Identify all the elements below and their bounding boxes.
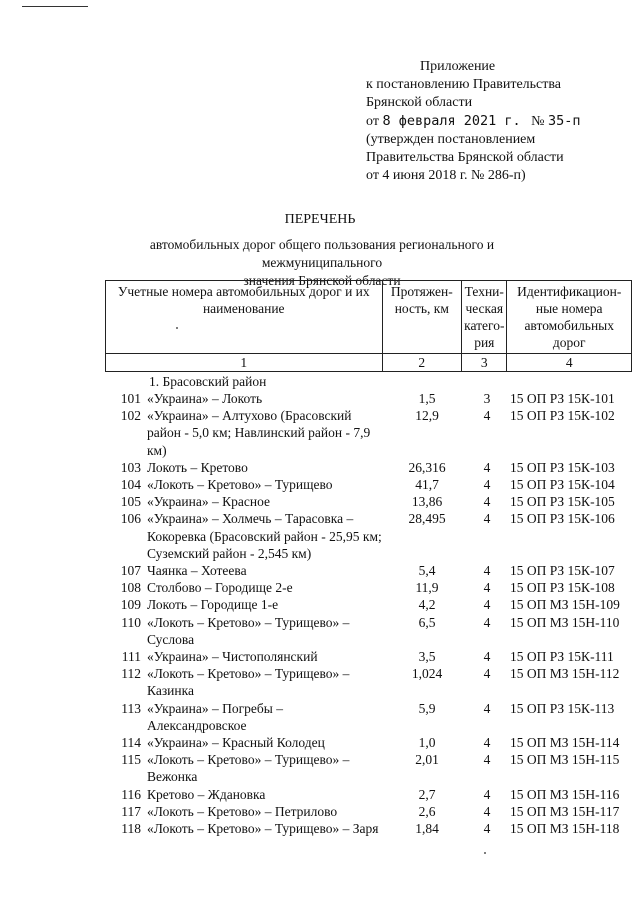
- road-name-line: «Украина» – Красный Колодец: [147, 735, 325, 751]
- table-row: [105, 596, 632, 613]
- table-row: [105, 751, 632, 785]
- road-length: 28,495: [408, 511, 446, 527]
- header-col-name: Учетные номера автомобильных дорог и их наименование: [106, 281, 383, 354]
- road-name-line: «Украина» – Погребы –: [147, 700, 283, 716]
- road-name-line: район - 5,0 км; Навлинский район - 7,9: [147, 425, 371, 441]
- number-label: №: [531, 114, 545, 129]
- table-row: [105, 390, 632, 407]
- road-id: 15 ОП РЗ 15К-107: [510, 563, 615, 579]
- table-row: [105, 562, 632, 579]
- road-number: 117: [121, 803, 141, 819]
- appendix-date-line: [366, 112, 636, 131]
- appendix-line: от 4 июня 2018 г. № 286-п): [366, 168, 526, 183]
- road-length: 1,84: [415, 821, 439, 837]
- road-number: 118: [121, 821, 141, 837]
- road-name-line: «Украина» – Красное: [147, 494, 270, 510]
- road-id: 15 ОП МЗ 15Н-116: [510, 786, 620, 802]
- road-length: 41,7: [415, 477, 439, 493]
- road-name: [145, 510, 387, 562]
- table-row: [105, 665, 632, 699]
- road-length: 6,5: [418, 614, 436, 630]
- header-col-id: Идентификацион- ные номера автомобильных дорог: [507, 281, 632, 354]
- road-name: [145, 665, 387, 699]
- road-name: [145, 390, 387, 407]
- table-row: [105, 579, 632, 596]
- road-number: 107: [120, 563, 141, 579]
- road-length: 3,5: [418, 649, 436, 665]
- road-name-line: «Локоть – Кретово» – Турищево» –: [147, 614, 350, 630]
- road-name: [145, 614, 387, 648]
- road-category: 4: [483, 786, 491, 802]
- road-length: 1,5: [418, 391, 436, 406]
- district-heading: 1. Брасовский район: [149, 374, 267, 389]
- appendix-line: Правительства Брянской области: [366, 150, 564, 165]
- roads-table-header: [105, 280, 632, 372]
- table-row: [105, 700, 632, 734]
- handwritten-date: 8 февраля 2021 г.: [382, 113, 521, 129]
- road-number: 112: [121, 666, 141, 682]
- table-row: [105, 407, 632, 459]
- road-name: [145, 820, 387, 837]
- top-rule: [22, 6, 88, 7]
- road-id: 15 ОП РЗ 15К-106: [510, 511, 615, 527]
- table-row: [105, 820, 632, 837]
- road-category: 4: [483, 649, 491, 665]
- road-length: 26,316: [408, 459, 446, 475]
- scan-speck: [484, 852, 486, 854]
- header-col-length: Протяжен- ность, км: [382, 281, 462, 354]
- road-name: [145, 751, 387, 785]
- road-category: 4: [483, 580, 491, 596]
- road-id: 15 ОП РЗ 15К-101: [510, 391, 615, 406]
- road-id: 15 ОП РЗ 15К-111: [510, 649, 614, 665]
- road-name: [145, 459, 387, 476]
- road-name-line: Локоть – Кретово: [147, 459, 248, 475]
- road-name: [145, 803, 387, 820]
- road-name-line: Александровское: [147, 717, 247, 733]
- table-row: [105, 614, 632, 648]
- road-id: 15 ОП РЗ 15К-104: [510, 477, 615, 493]
- document-title: ПЕРЕЧЕНЬ: [284, 212, 356, 227]
- column-number-row: [106, 354, 632, 372]
- road-name-line: «Локоть – Кретово» – Турищево» –: [147, 752, 350, 768]
- road-length: 11,9: [415, 580, 439, 596]
- road-name-line: Суземский район - 2,545 км): [147, 545, 312, 561]
- road-number: 111: [121, 649, 141, 665]
- road-id: 15 ОП МЗ 15Н-117: [510, 803, 620, 819]
- road-length: 5,9: [418, 700, 436, 716]
- road-length: 4,2: [418, 597, 436, 613]
- table-row: [105, 493, 632, 510]
- road-number: 106: [120, 511, 141, 527]
- road-name: [145, 648, 387, 665]
- column-number: 2: [382, 354, 462, 372]
- appendix-line: (утвержден постановлением: [366, 132, 536, 147]
- road-id: 15 ОП МЗ 15Н-118: [510, 821, 620, 837]
- date-prefix: от: [366, 114, 379, 129]
- road-name: [145, 476, 387, 493]
- road-category: 4: [483, 803, 491, 819]
- appendix-line: Брянской области: [366, 95, 473, 110]
- road-name-line: «Украина» – Алтухово (Брасовский: [147, 408, 352, 424]
- road-length: 5,4: [418, 563, 436, 579]
- road-name-line: «Локоть – Кретово» – Турищево» – Заря: [147, 821, 379, 837]
- road-name-line: Локоть – Городище 1-е: [147, 597, 279, 613]
- header-col-category: Техни- ческая катего- рия: [462, 281, 507, 354]
- table-row: [105, 648, 632, 665]
- road-id: 15 ОП МЗ 15Н-110: [510, 614, 620, 630]
- road-id: 15 ОП МЗ 15Н-115: [510, 752, 620, 768]
- road-name-line: «Локоть – Кретово» – Петрилово: [147, 803, 338, 819]
- road-number: 116: [121, 786, 141, 802]
- road-category: 4: [483, 477, 491, 493]
- road-name-line: Кретово – Ждановка: [147, 786, 266, 802]
- road-number: 115: [121, 752, 141, 768]
- road-name-line: Чаянка – Хотеева: [147, 563, 247, 579]
- road-name: [145, 407, 387, 459]
- road-length: 2,6: [418, 803, 436, 819]
- road-name-line: Столбово – Городище 2-е: [147, 580, 293, 596]
- road-number: 102: [120, 408, 141, 424]
- road-number: 113: [121, 700, 141, 716]
- table-row: [105, 476, 632, 493]
- road-category: 4: [483, 666, 491, 682]
- road-id: 15 ОП РЗ 15К-103: [510, 459, 615, 475]
- road-id: 15 ОП МЗ 15Н-114: [510, 735, 620, 751]
- handwritten-number: 35-п: [547, 113, 581, 129]
- table-row: [105, 459, 632, 476]
- road-category: 4: [483, 752, 491, 768]
- road-length: 1,0: [418, 735, 436, 751]
- road-category: 4: [483, 563, 491, 579]
- road-category: 4: [483, 511, 491, 527]
- column-number: 4: [507, 354, 632, 372]
- subtitle-line: автомобильных дорог общего пользования регионального и межмуниципального: [149, 237, 495, 270]
- scan-speck: [176, 327, 178, 329]
- header-row: [106, 281, 632, 354]
- road-id: 15 ОП РЗ 15К-102: [510, 408, 615, 424]
- table-row: [105, 803, 632, 820]
- road-name: [145, 493, 387, 510]
- road-length: 1,024: [411, 666, 443, 682]
- road-category: 4: [483, 700, 491, 716]
- road-category: 4: [483, 494, 491, 510]
- road-length: 2,01: [415, 752, 439, 768]
- road-name-line: «Локоть – Кретово» – Турищево: [147, 477, 333, 493]
- road-name-line: Суслова: [147, 631, 195, 647]
- road-name-line: «Локоть – Кретово» – Турищево» –: [147, 666, 350, 682]
- road-number: 109: [120, 597, 141, 613]
- road-name-line: Вежонка: [147, 769, 198, 785]
- appendix-block: [366, 58, 636, 185]
- road-number: 110: [121, 614, 141, 630]
- road-number: 104: [120, 477, 141, 493]
- road-category: 4: [483, 459, 491, 475]
- road-name-line: Кокоревка (Брасовский район - 25,95 км;: [147, 528, 382, 544]
- road-name: [145, 596, 387, 613]
- road-number: 103: [120, 459, 141, 475]
- road-category: 4: [483, 821, 491, 837]
- road-name: [145, 786, 387, 803]
- road-category: 4: [483, 735, 491, 751]
- road-name-line: «Украина» – Чистополянский: [147, 649, 318, 665]
- table-row: [105, 786, 632, 803]
- subtitle-line: значения Брянской области: [243, 273, 401, 288]
- road-id: 15 ОП МЗ 15Н-109: [510, 597, 620, 613]
- road-name-line: «Украина» – Холмечь – Тарасовка –: [147, 511, 354, 527]
- road-category: 3: [483, 391, 491, 406]
- column-number: 3: [462, 354, 507, 372]
- road-number: 108: [120, 580, 141, 596]
- road-category: 4: [483, 408, 491, 424]
- road-id: 15 ОП МЗ 15Н-112: [510, 666, 620, 682]
- road-length: 12,9: [415, 408, 439, 424]
- appendix-line: к постановлению Правительства: [366, 77, 562, 92]
- road-length: 13,86: [411, 494, 443, 510]
- road-number: 101: [120, 391, 141, 406]
- road-number: 105: [120, 494, 141, 510]
- road-id: 15 ОП РЗ 15К-108: [510, 580, 615, 596]
- table-row: [105, 734, 632, 751]
- road-id: 15 ОП РЗ 15К-105: [510, 494, 615, 510]
- table-row: [105, 510, 632, 562]
- road-length: 2,7: [418, 786, 436, 802]
- road-name-line: Казинка: [147, 683, 194, 699]
- road-name: [145, 700, 387, 734]
- road-id: 15 ОП РЗ 15К-113: [510, 700, 615, 716]
- road-name-line: км): [147, 442, 167, 458]
- roads-table-body: [105, 373, 632, 837]
- appendix-title: Приложение: [420, 59, 496, 74]
- road-name-line: «Украина» – Локоть: [147, 391, 263, 406]
- road-category: 4: [483, 614, 491, 630]
- column-number: 1: [106, 354, 383, 372]
- road-name: [145, 579, 387, 596]
- road-name: [145, 734, 387, 751]
- road-number: 114: [121, 735, 141, 751]
- road-name: [145, 562, 387, 579]
- road-category: 4: [483, 597, 491, 613]
